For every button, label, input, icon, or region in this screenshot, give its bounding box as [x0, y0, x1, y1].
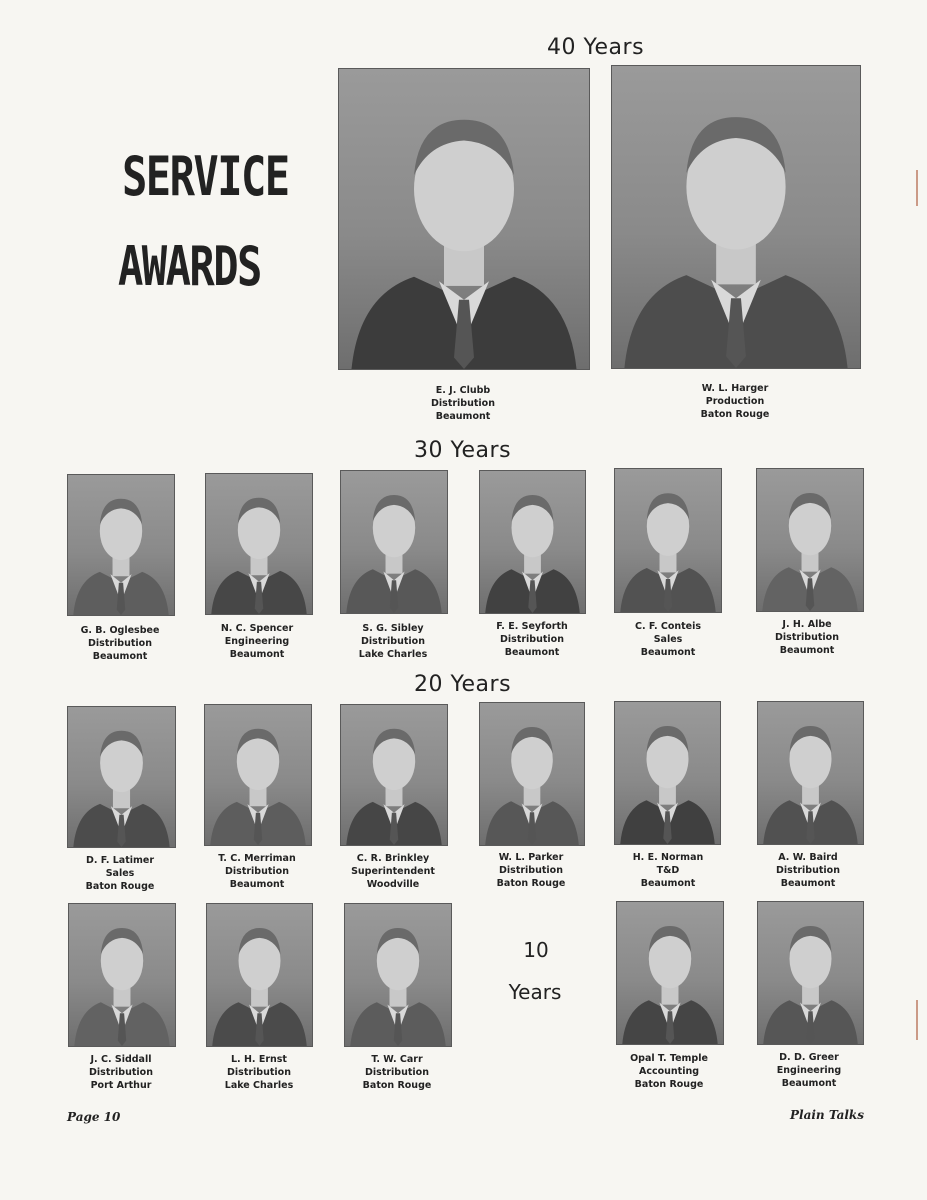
margin-stain — [916, 1000, 918, 1040]
caption-name: J. C. Siddall — [90, 1054, 152, 1065]
caption-location: Beaumont — [504, 647, 560, 658]
caption-dept: Sales — [105, 868, 135, 879]
caption-latimer — [60, 854, 180, 893]
portrait-silhouette — [341, 705, 447, 845]
caption-location: Beaumont — [640, 647, 696, 658]
caption-dept: Distribution — [88, 638, 152, 649]
portrait-photo — [338, 68, 590, 370]
caption-clubb — [383, 384, 543, 423]
portrait-silhouette — [480, 471, 585, 613]
caption-name: S. G. Sibley — [362, 623, 424, 634]
portrait-silhouette — [206, 474, 312, 614]
portrait-photo — [344, 903, 452, 1047]
caption-name: C. R. Brinkley — [356, 853, 430, 864]
portrait-photo — [614, 468, 722, 613]
caption-location: Baton Rouge — [700, 409, 770, 420]
page-number: Page 10 — [67, 1110, 121, 1124]
caption-spencer — [197, 622, 317, 661]
portrait-photo — [68, 903, 176, 1047]
heading-10-years: Years — [508, 980, 562, 1004]
caption-dept: Distribution — [365, 1067, 429, 1078]
caption-dept: Distribution — [500, 634, 564, 645]
portrait-photo — [340, 470, 448, 614]
caption-oglesbee — [60, 624, 180, 663]
portrait-photo — [611, 65, 861, 369]
caption-name: G. B. Oglesbee — [80, 625, 160, 636]
caption-dept: Distribution — [225, 866, 289, 877]
caption-name: L. H. Ernst — [231, 1054, 287, 1065]
caption-location: Woodville — [366, 879, 420, 890]
portrait-photo — [479, 470, 586, 614]
heading-20-years: 20 Years — [414, 672, 512, 697]
caption-location: Baton Rouge — [496, 878, 566, 889]
portrait-photo — [206, 903, 313, 1047]
portrait-photo — [67, 706, 176, 848]
portrait-silhouette — [207, 904, 312, 1046]
caption-harger — [655, 382, 815, 421]
portrait-photo — [205, 473, 313, 615]
caption-baird — [748, 851, 868, 890]
portrait-photo — [479, 702, 585, 846]
caption-location: Beaumont — [92, 651, 148, 662]
caption-dept: Sales — [653, 634, 683, 645]
caption-dept: Production — [705, 396, 765, 407]
caption-sibley — [333, 622, 453, 661]
portrait-silhouette — [480, 703, 584, 845]
caption-location: Beaumont — [435, 411, 491, 422]
portrait-silhouette — [68, 707, 175, 847]
caption-norman — [608, 851, 728, 890]
caption-location: Beaumont — [780, 878, 836, 889]
caption-dept: Accounting — [638, 1066, 700, 1077]
caption-dept: Distribution — [361, 636, 425, 647]
caption-temple — [609, 1052, 729, 1091]
caption-albe — [747, 618, 867, 657]
caption-dept: Distribution — [89, 1067, 153, 1078]
portrait-silhouette — [612, 66, 860, 368]
caption-name: J. H. Albe — [782, 619, 832, 630]
caption-siddall — [61, 1053, 181, 1092]
caption-dept: Distribution — [499, 865, 563, 876]
caption-name: W. L. Harger — [701, 383, 769, 394]
caption-location: Baton Rouge — [362, 1080, 432, 1091]
caption-name: Opal T. Temple — [630, 1053, 708, 1064]
caption-merriman — [197, 852, 317, 891]
caption-name: C. F. Conteis — [634, 621, 702, 632]
publication-name: Plain Talks — [790, 1108, 865, 1122]
portrait-photo — [67, 474, 175, 616]
caption-dept: T&D — [656, 865, 680, 876]
caption-name: D. F. Latimer — [85, 855, 155, 866]
caption-brinkley — [333, 852, 453, 891]
caption-dept: Superintendent — [351, 866, 435, 877]
caption-dept: Distribution — [776, 865, 840, 876]
portrait-photo — [757, 701, 864, 845]
caption-name: W. L. Parker — [498, 852, 564, 863]
portrait-photo — [340, 704, 448, 846]
caption-location: Beaumont — [781, 1078, 837, 1089]
caption-location: Baton Rouge — [634, 1079, 704, 1090]
portrait-silhouette — [758, 902, 863, 1044]
portrait-silhouette — [615, 702, 720, 844]
portrait-silhouette — [68, 475, 174, 615]
caption-name: T. W. Carr — [371, 1054, 423, 1065]
caption-location: Port Arthur — [90, 1080, 152, 1091]
portrait-photo — [757, 901, 864, 1045]
portrait-silhouette — [345, 904, 451, 1046]
heading-10-number: 10 — [523, 938, 549, 962]
caption-dept: Distribution — [775, 632, 839, 643]
caption-location: Beaumont — [779, 645, 835, 656]
caption-location: Beaumont — [229, 879, 285, 890]
caption-dept: Engineering — [776, 1065, 842, 1076]
caption-location: Baton Rouge — [85, 881, 155, 892]
portrait-photo — [204, 704, 312, 846]
caption-name: A. W. Baird — [778, 852, 838, 863]
portrait-silhouette — [758, 702, 863, 844]
caption-name: N. C. Spencer — [220, 623, 294, 634]
caption-location: Beaumont — [229, 649, 285, 660]
title-service: SERVICE — [122, 145, 289, 208]
portrait-silhouette — [615, 469, 721, 612]
caption-carr — [337, 1053, 457, 1092]
caption-greer — [749, 1051, 869, 1090]
portrait-photo — [614, 701, 721, 845]
caption-parker — [471, 851, 591, 890]
caption-dept: Distribution — [431, 398, 495, 409]
portrait-silhouette — [757, 469, 863, 611]
caption-name: D. D. Greer — [779, 1052, 839, 1063]
heading-30-years: 30 Years — [414, 438, 512, 463]
portrait-photo — [616, 901, 724, 1045]
caption-conteis — [608, 620, 728, 659]
portrait-silhouette — [205, 705, 311, 845]
portrait-photo — [756, 468, 864, 612]
portrait-silhouette — [341, 471, 447, 613]
title-awards: AWARDS — [118, 235, 261, 298]
caption-name: H. E. Norman — [632, 852, 704, 863]
caption-dept: Engineering — [224, 636, 290, 647]
caption-location: Lake Charles — [358, 649, 428, 660]
portrait-silhouette — [617, 902, 723, 1044]
caption-location: Beaumont — [640, 878, 696, 889]
caption-name: T. C. Merriman — [218, 853, 296, 864]
portrait-silhouette — [339, 69, 589, 369]
caption-dept: Distribution — [227, 1067, 291, 1078]
margin-stain — [916, 170, 918, 206]
caption-name: E. J. Clubb — [435, 385, 491, 396]
portrait-silhouette — [69, 904, 175, 1046]
caption-ernst — [199, 1053, 319, 1092]
heading-40-years: 40 Years — [547, 35, 645, 60]
caption-seyforth — [472, 620, 592, 659]
caption-name: F. E. Seyforth — [496, 621, 568, 632]
caption-location: Lake Charles — [224, 1080, 294, 1091]
